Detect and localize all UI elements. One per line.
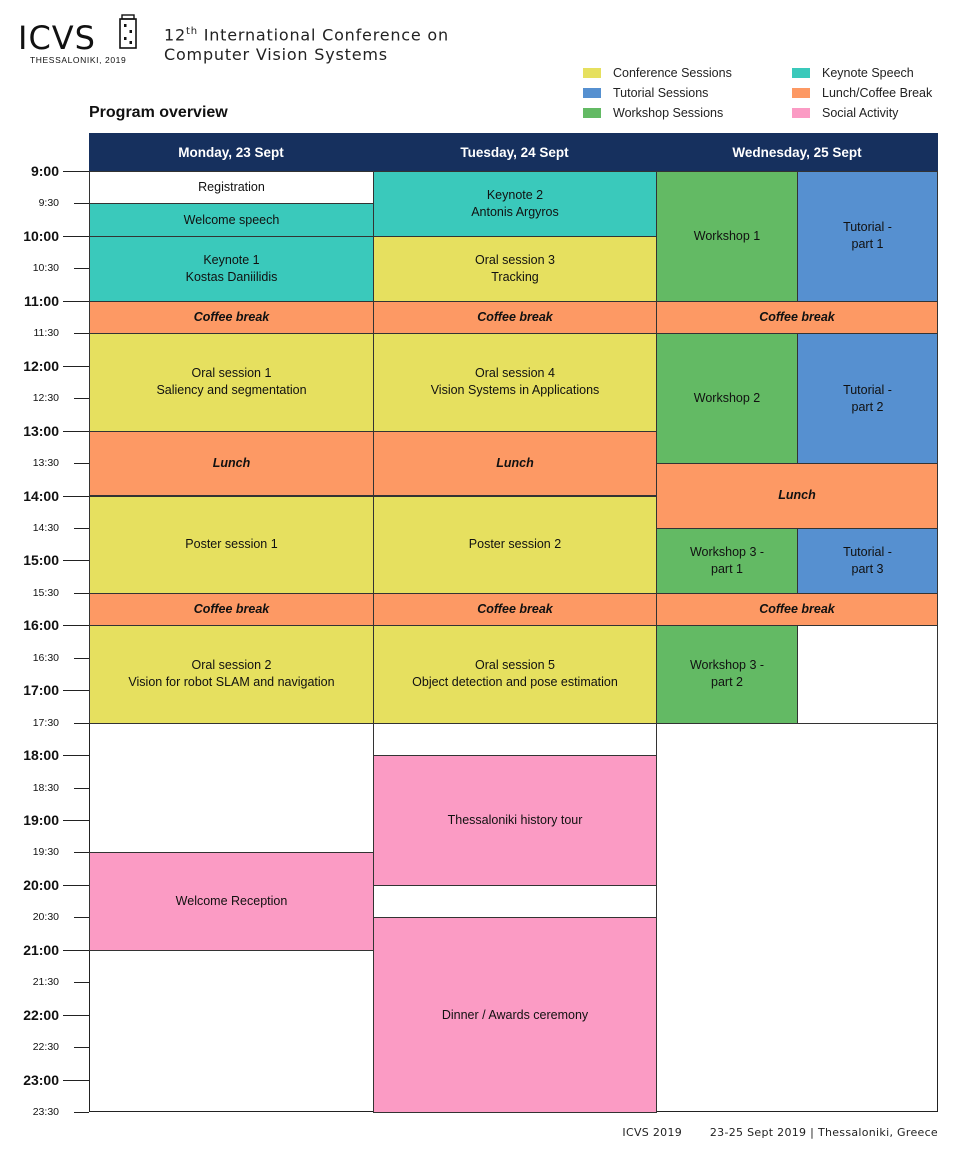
event-coffee-break: Coffee break <box>373 593 657 626</box>
event-thessaloniki-history-tour: Thessaloniki history tour <box>373 755 657 886</box>
event-empty <box>373 885 657 918</box>
time-label: 15:00 <box>23 552 59 569</box>
time-label: 18:00 <box>23 747 59 764</box>
time-label: 23:30 <box>32 1106 59 1119</box>
time-tick <box>63 625 89 626</box>
event-lunch: Lunch <box>89 431 374 497</box>
time-label: 12:30 <box>32 392 59 405</box>
legend-swatch <box>583 88 601 98</box>
time-tick <box>74 333 89 334</box>
time-label: 9:00 <box>30 163 59 179</box>
legend-swatch <box>583 68 601 78</box>
time-tick <box>63 366 89 367</box>
event-oral-session-4: Oral session 4 Vision Systems in Applications <box>373 333 657 431</box>
conference-number: 12 <box>164 25 186 45</box>
time-label: 11:30 <box>33 327 59 340</box>
event-oral-session-2: Oral session 2 Vision for robot SLAM and navigation <box>89 625 374 723</box>
event-lunch: Lunch <box>373 431 657 497</box>
logo-subtext: THESSALONIKI, 2019 <box>30 55 127 65</box>
time-label: 16:00 <box>23 617 59 634</box>
time-tick <box>63 560 89 561</box>
time-tick <box>63 301 89 302</box>
event-poster-session-2: Poster session 2 <box>373 496 657 594</box>
event-coffee-break: Coffee break <box>89 301 374 334</box>
time-label: 18:30 <box>32 781 59 794</box>
time-label: 19:00 <box>23 812 59 828</box>
event-tutorial: Tutorial - part 3 <box>797 528 938 594</box>
event-welcome-reception: Welcome Reception <box>89 852 374 950</box>
event-workshop-1: Workshop 1 <box>656 171 798 302</box>
logo-text: ICVS <box>18 19 96 57</box>
legend-item <box>583 83 732 103</box>
event-coffee-break: Coffee break <box>373 301 657 334</box>
conference-title-line2: Computer Vision Systems <box>164 45 388 65</box>
time-tick <box>63 950 89 951</box>
event-oral-session-1: Oral session 1 Saliency and segmentation <box>89 333 374 431</box>
day-header-monday: Monday, 23 Sept <box>178 144 284 160</box>
time-label: 12:00 <box>23 357 59 374</box>
time-tick <box>63 1080 89 1081</box>
time-tick <box>74 268 89 269</box>
legend-label: Workshop Sessions <box>613 106 724 120</box>
event-tutorial: Tutorial - part 2 <box>797 333 938 464</box>
legend-item <box>583 63 732 83</box>
time-label: 17:00 <box>23 682 59 699</box>
event-empty <box>797 625 938 723</box>
time-tick <box>63 171 89 172</box>
legend-item <box>583 103 732 123</box>
time-tick <box>74 852 89 853</box>
event-coffee-break: Coffee break <box>656 593 938 626</box>
conference-title <box>164 22 449 65</box>
day-header-wednesday: Wednesday, 25 Sept <box>732 144 862 160</box>
legend-swatch <box>583 108 601 118</box>
time-tick <box>74 788 89 789</box>
event-workshop-2: Workshop 2 <box>656 333 798 464</box>
event-coffee-break: Coffee break <box>89 593 374 626</box>
event-poster-session-1: Poster session 1 <box>89 496 374 594</box>
footer <box>598 1126 938 1139</box>
legend-label: Social Activity <box>822 106 899 120</box>
time-label: 21:00 <box>23 941 59 958</box>
time-tick <box>74 1112 89 1113</box>
time-tick <box>63 820 89 821</box>
legend-label: Conference Sessions <box>613 66 732 80</box>
event-workshop-3: Workshop 3 - part 1 <box>656 528 798 594</box>
time-tick <box>74 658 89 659</box>
legend-item <box>792 103 932 123</box>
event-oral-session-3: Oral session 3 Tracking <box>373 236 657 302</box>
event-lunch: Lunch <box>656 463 938 529</box>
time-label: 22:30 <box>32 1041 59 1054</box>
time-tick <box>74 593 89 594</box>
legend-label: Tutorial Sessions <box>613 86 709 100</box>
time-label: 14:30 <box>32 521 59 534</box>
time-tick <box>63 1015 89 1016</box>
time-label: 13:30 <box>32 457 59 470</box>
time-label: 14:00 <box>23 487 59 504</box>
conference-number-suffix: th <box>185 26 198 37</box>
time-label: 17:30 <box>32 716 59 729</box>
event-welcome-speech: Welcome speech <box>89 203 374 236</box>
time-tick <box>74 1047 89 1048</box>
time-tick <box>63 431 89 432</box>
time-tick <box>74 463 89 464</box>
time-tick <box>63 496 89 497</box>
time-label: 21:30 <box>32 976 59 989</box>
time-tick <box>63 885 89 886</box>
event-workshop-3: Workshop 3 - part 2 <box>656 625 798 723</box>
time-tick <box>63 690 89 691</box>
time-label: 20:00 <box>23 876 59 893</box>
legend-swatch <box>792 68 810 78</box>
event-empty <box>373 723 657 756</box>
event-keynote-1: Keynote 1 Kostas Daniilidis <box>89 236 374 302</box>
legend-swatch <box>792 88 810 98</box>
event-coffee-break: Coffee break <box>656 301 938 334</box>
legend-label: Keynote Speech <box>822 66 914 80</box>
time-label: 22:00 <box>23 1006 59 1023</box>
day-header-tuesday: Tuesday, 24 Sept <box>460 144 569 160</box>
time-label: 10:00 <box>23 227 59 244</box>
event-registration: Registration <box>89 171 374 204</box>
footer-event: ICVS 2019 <box>622 1126 683 1139</box>
time-label: 19:30 <box>32 846 59 859</box>
legend-column-1 <box>583 63 732 123</box>
time-tick <box>74 398 89 399</box>
legend-column-2 <box>792 63 932 123</box>
legend-item <box>792 63 932 83</box>
time-label: 20:30 <box>32 911 59 924</box>
icvs-logo <box>18 14 143 66</box>
time-label: 23:00 <box>23 1071 59 1088</box>
legend-item <box>792 83 932 103</box>
white-tower-icon <box>118 14 138 50</box>
time-label: 11:00 <box>23 292 59 309</box>
conference-title-line1: International Conference on <box>197 25 449 45</box>
day-header-bar <box>89 133 938 171</box>
legend-label: Lunch/Coffee Break <box>822 86 933 100</box>
footer-details: 23-25 Sept 2019 | Thessaloniki, Greece <box>709 1126 938 1139</box>
time-label: 9:30 <box>38 197 59 210</box>
legend-swatch <box>792 108 810 118</box>
time-tick <box>74 917 89 918</box>
time-tick <box>74 203 89 204</box>
time-tick <box>74 982 89 983</box>
time-tick <box>63 755 89 756</box>
time-label: 15:30 <box>32 586 59 599</box>
time-label: 10:30 <box>32 262 59 275</box>
schedule-grid <box>89 171 938 1112</box>
time-label: 13:00 <box>23 422 59 439</box>
program-title: Program overview <box>89 104 228 121</box>
time-label: 16:30 <box>32 651 59 664</box>
time-tick <box>74 723 89 724</box>
event-oral-session-5: Oral session 5 Object detection and pose estimation <box>373 625 657 723</box>
event-keynote-2: Keynote 2 Antonis Argyros <box>373 171 657 237</box>
time-tick <box>74 528 89 529</box>
event-dinner-awards-ceremony: Dinner / Awards ceremony <box>373 917 657 1113</box>
time-tick <box>63 236 89 237</box>
event-tutorial: Tutorial - part 1 <box>797 171 938 302</box>
